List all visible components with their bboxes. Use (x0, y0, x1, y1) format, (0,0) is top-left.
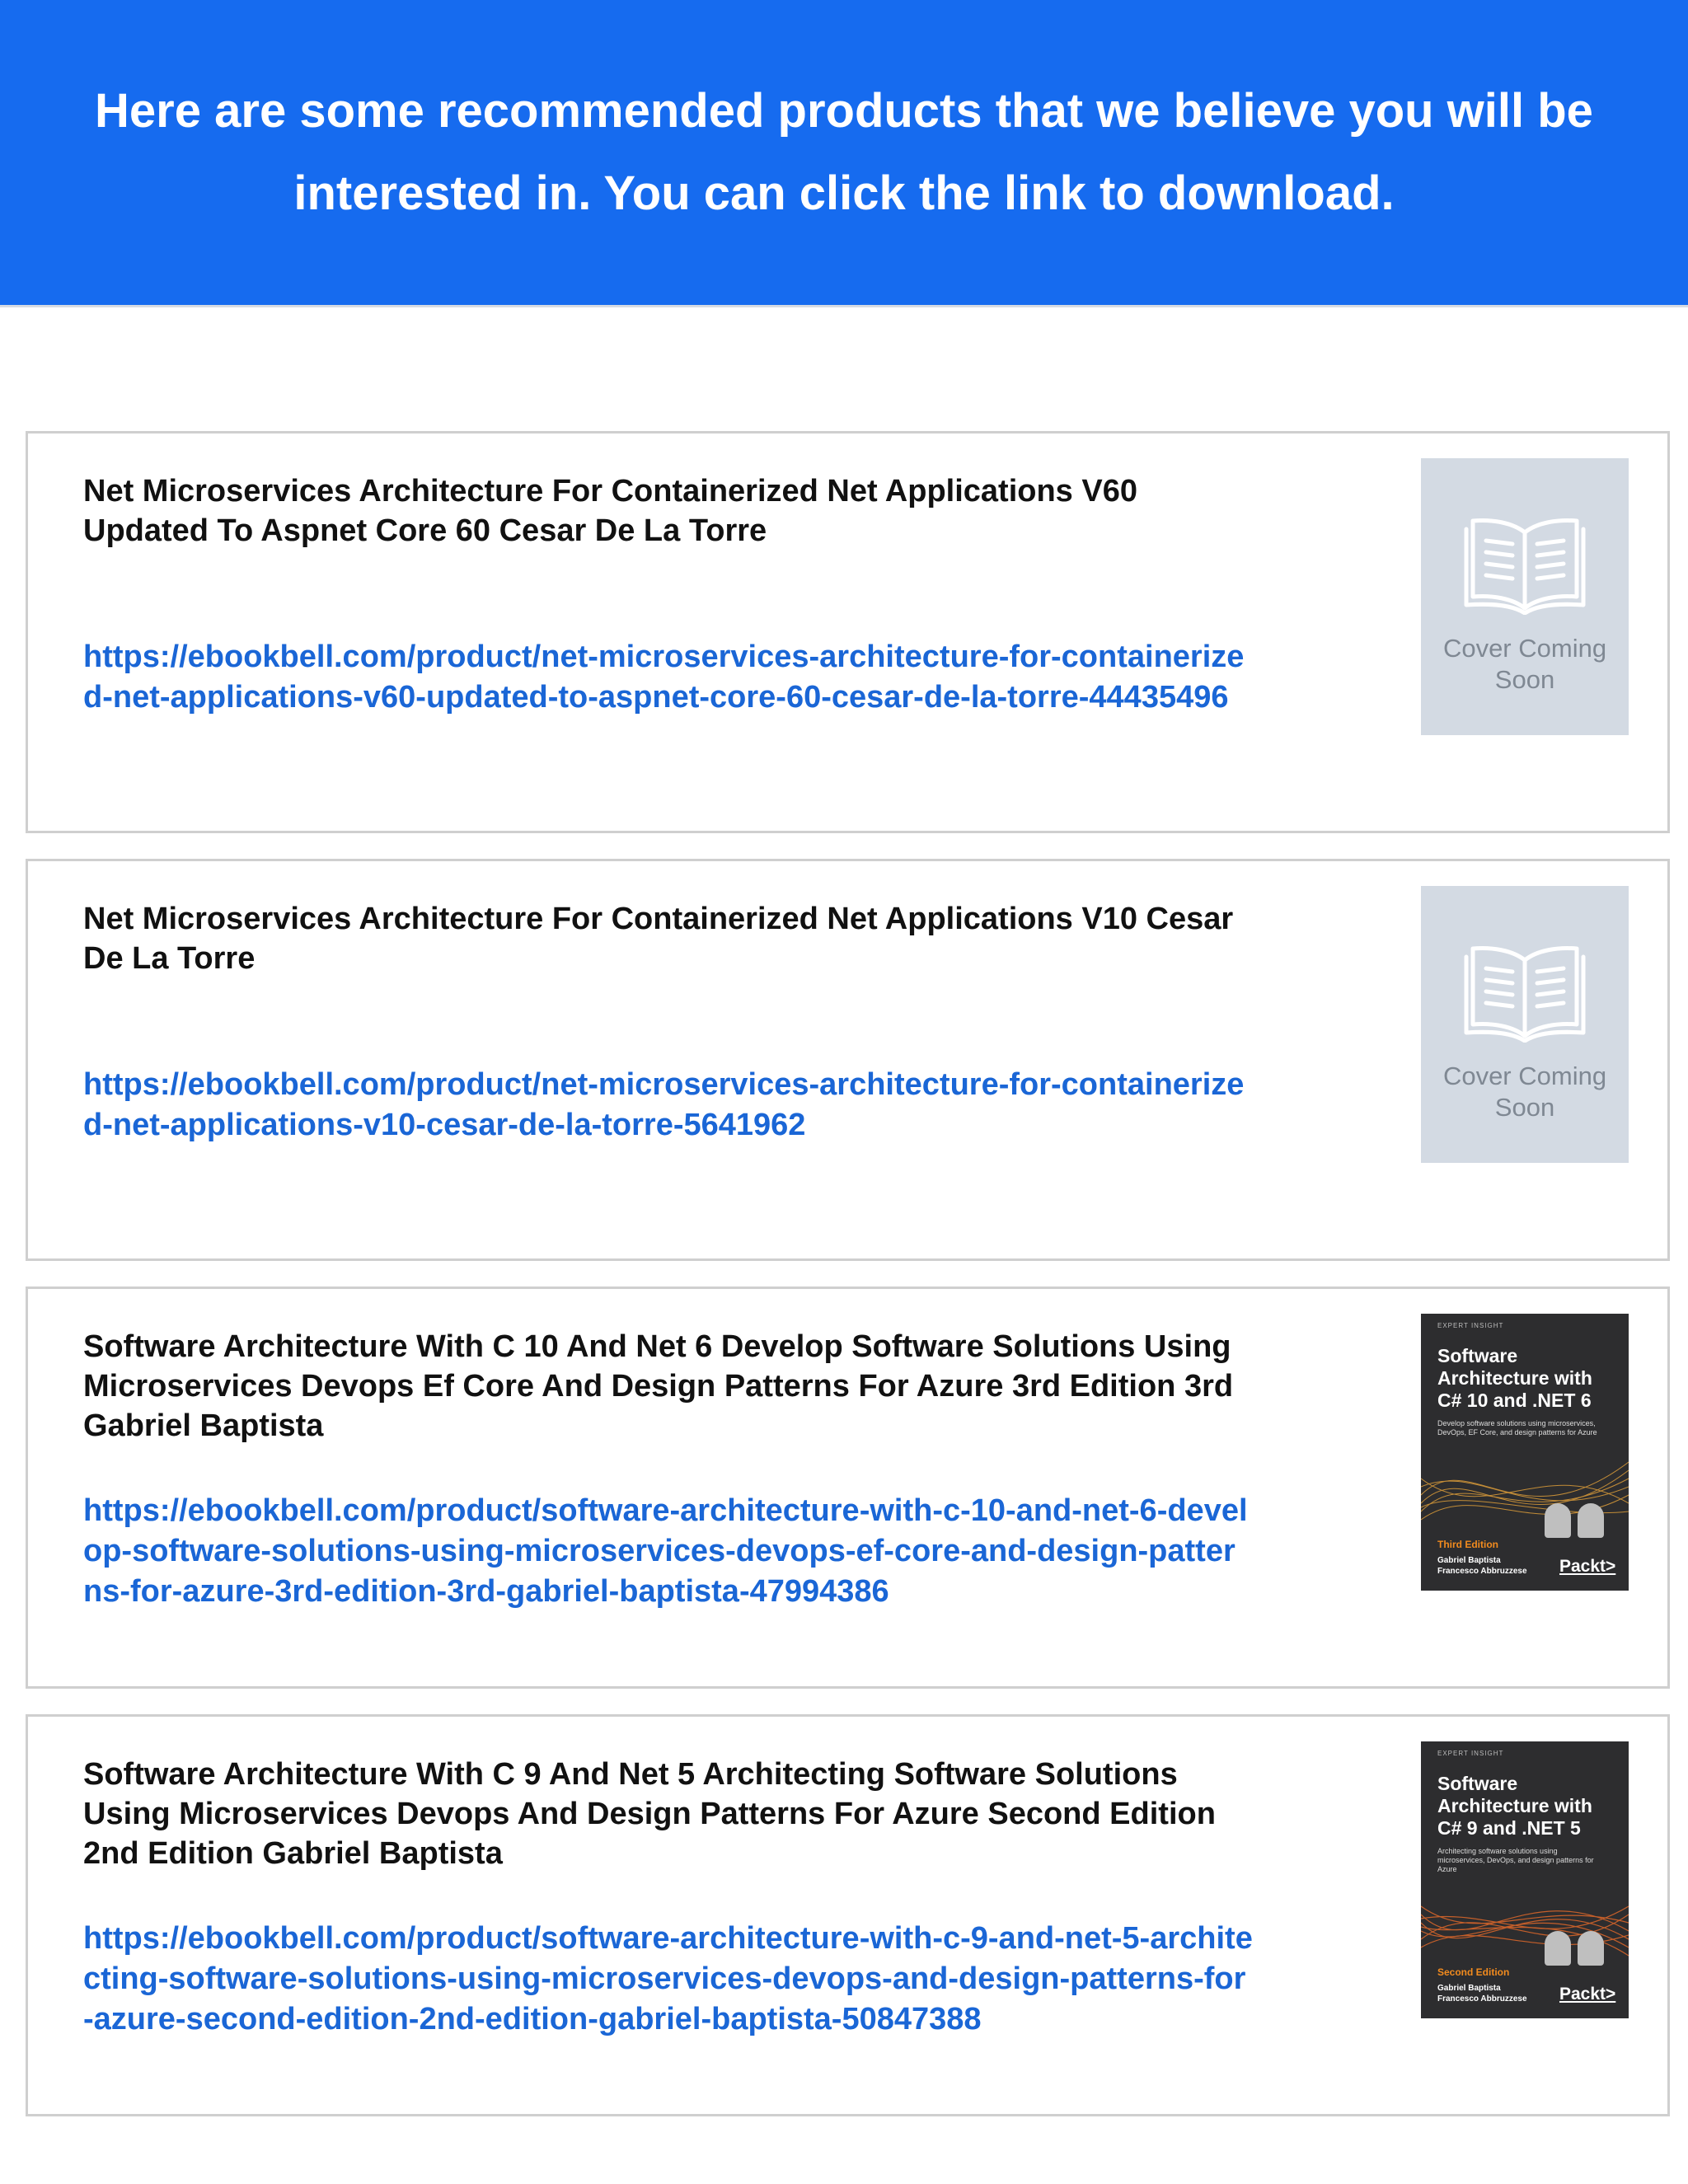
product-card (26, 1714, 1670, 2116)
product-title: Software Architecture With C 10 And Net 6 Develop Software Solutions Using Microservices Devops Ef Core And Design Patterns For Azure 3rd Edition 3rd Gabriel Baptista (83, 1329, 1234, 1443)
cover-title: Software Architecture with C# 10 and .NET 6 (1437, 1345, 1592, 1411)
cover-edition: Second Edition (1437, 1966, 1510, 1978)
product-download-link[interactable]: https://ebookbell.com/product/software-architecture-with-c-10-and-net-6-develop-software-solutions-using-microservices-devops-ef-core-and-design-patterns-for-azure-3rd-edition-3rd-gabriel-baptista-47994386 (83, 1493, 1248, 1609)
publisher-logo: Packt> (1559, 1985, 1616, 2004)
cover-caption: Cover Coming Soon (1442, 634, 1607, 694)
publisher-logo: Packt> (1559, 1557, 1616, 1576)
open-book-icon (1463, 508, 1587, 615)
cover-authors: Gabriel Baptista Francesco Abbruzzese (1437, 1556, 1527, 1576)
cover-subtitle: Architecting software solutions using microservices, DevOps, and design patterns for Azure (1437, 1847, 1594, 1873)
cover-edition: Third Edition (1437, 1539, 1498, 1550)
product-title: Software Architecture With C 9 And Net 5 Architecting Software Solutions Using Microservices Devops And Design Patterns For Azure Second Edition 2nd Edition Gabriel Baptista (83, 1757, 1216, 1871)
recommendation-banner (0, 0, 1688, 307)
author-photo (1578, 1503, 1604, 1538)
cover-series-label: EXPERT INSIGHT (1437, 1322, 1504, 1329)
cover-title: Software Architecture with C# 9 and .NET 5 (1437, 1773, 1592, 1839)
product-download-link[interactable]: https://ebookbell.com/product/software-architecture-with-c-9-and-net-5-architecting-software-solutions-using-microservices-devops-and-design-patterns-for-azure-second-edition-2nd-edition-gabriel-baptista-50847388 (83, 1921, 1253, 2036)
product-card (26, 1286, 1670, 1689)
book-cover-image (1421, 1741, 1629, 2018)
product-download-link[interactable]: https://ebookbell.com/product/net-microservices-architecture-for-containerized-net-applications-v10-cesar-de-la-torre-5641962 (83, 1067, 1245, 1142)
open-book-icon (1463, 935, 1587, 1043)
product-card (26, 859, 1670, 1261)
cover-placeholder (1421, 458, 1629, 735)
product-download-link[interactable]: https://ebookbell.com/product/net-microservices-architecture-for-containerized-net-applications-v60-updated-to-aspnet-core-60-cesar-de-la-torre-44435496 (83, 640, 1245, 715)
product-title: Net Microservices Architecture For Containerized Net Applications V10 Cesar De La Torre (83, 902, 1234, 976)
banner-text: Here are some recommended products that we believe you will be interested in. You can click the link to download. (95, 84, 1593, 220)
cover-series-label: EXPERT INSIGHT (1437, 1750, 1504, 1757)
product-card (26, 431, 1670, 833)
cover-caption: Cover Coming Soon (1442, 1062, 1607, 1122)
product-title: Net Microservices Architecture For Containerized Net Applications V60 Updated To Aspnet Core 60 Cesar De La Torre (83, 474, 1137, 548)
author-photo (1545, 1931, 1571, 1966)
cover-subtitle: Develop software solutions using microservices, DevOps, EF Core, and design patterns for Azure (1437, 1419, 1597, 1436)
author-photo (1545, 1503, 1571, 1538)
book-cover-image (1421, 1314, 1629, 1591)
author-photo (1578, 1931, 1604, 1966)
cover-placeholder (1421, 886, 1629, 1163)
cover-authors: Gabriel Baptista Francesco Abbruzzese (1437, 1984, 1527, 2004)
